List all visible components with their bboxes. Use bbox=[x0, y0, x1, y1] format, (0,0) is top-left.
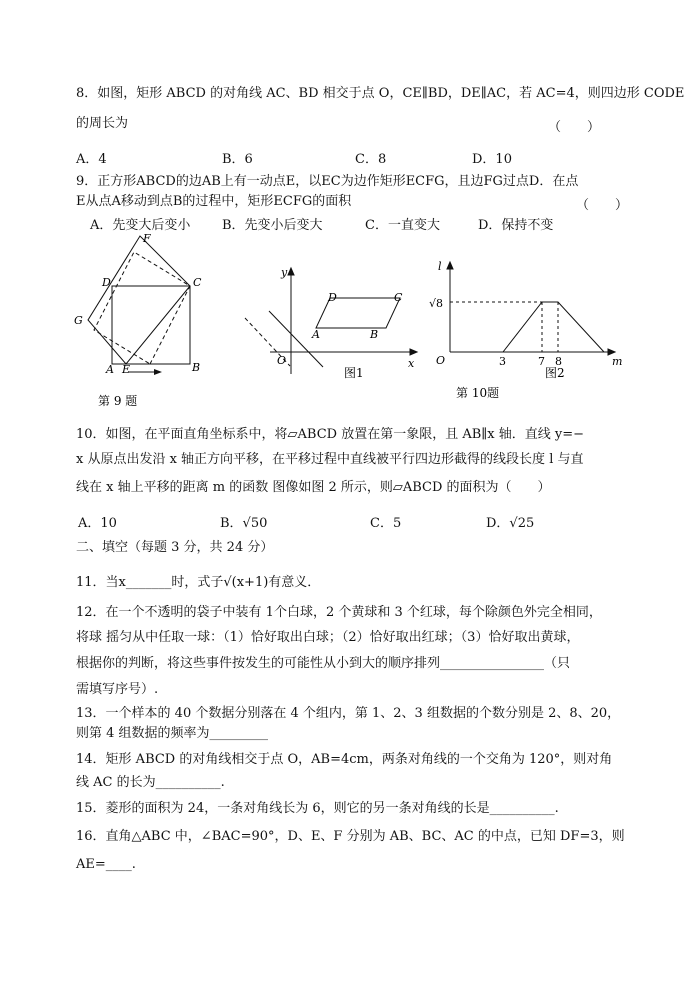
q14-line2: 线 AC 的长为__________. bbox=[76, 775, 225, 790]
graph2-caption: 图2 bbox=[545, 366, 565, 380]
graph2-tick-7: 7 bbox=[538, 355, 545, 368]
graph2-tick-8: 8 bbox=[555, 355, 562, 368]
q8-option-d: D．10 bbox=[472, 152, 512, 167]
graph2-label-o: O bbox=[436, 354, 446, 367]
q8-line2: 的周长为 bbox=[76, 116, 129, 131]
q12-line2: 将球 摇匀从中任取一球：（1）恰好取出白球；（2）恰好取出红球；（3）恰好取出黄球， bbox=[76, 630, 580, 645]
graph2-label-m: m bbox=[612, 355, 623, 368]
graph1-label-a: A bbox=[312, 328, 320, 341]
label-d: D bbox=[102, 276, 111, 289]
q8-answer-paren: （ ） bbox=[548, 120, 601, 135]
q8-option-c: C．8 bbox=[355, 152, 387, 167]
label-e: E bbox=[122, 363, 131, 376]
l-axis-arrow bbox=[447, 262, 453, 269]
graph2-label-sqrt8: √8 bbox=[429, 297, 444, 310]
q9-line2: E从点A移动到点B的过程中，矩形ECFG的面积 bbox=[76, 194, 352, 209]
section-2-heading: 二、填空（每题 3 分，共 24 分） bbox=[76, 540, 274, 555]
q8-line1: 8．如图，矩形 ABCD 的对角线 AC、BD 相交于点 O，CE∥BD，DE∥AC，若 AC=4，则四边形 CODE bbox=[76, 86, 685, 101]
label-a: A bbox=[106, 363, 114, 376]
q10-option-b: B．√50 bbox=[220, 516, 268, 531]
q15: 15．菱形的面积为 24，一条对角线长为 6，则它的另一条对角线的长是__________. bbox=[76, 801, 559, 816]
q13-line2: 则第 4 组数据的频率为_________ bbox=[76, 726, 269, 741]
label-g: G bbox=[74, 314, 83, 327]
q12-line4: 需填写序号）. bbox=[76, 682, 159, 697]
q9-option-d: D．保持不变 bbox=[478, 218, 554, 233]
graph1-label-y: y bbox=[281, 266, 288, 279]
q10-line2: x 从原点出发沿 x 轴正方向平移，在平移过程中直线被平行四边形截得的线段长度 l 与直 bbox=[76, 452, 584, 467]
graph1-label-c: C bbox=[394, 291, 403, 304]
graph1-label-o: O bbox=[277, 354, 287, 367]
q12-line3: 根据你的判断，将这些事件按发生的可能性从小到大的顺序排列________________（只 bbox=[76, 656, 571, 671]
q10-option-c: C．5 bbox=[370, 516, 402, 531]
q13-line1: 13．一个样本的 40 个数据分别落在 4 个组内，第 1、2、3 组数据的个数分别是 2、8、20， bbox=[76, 706, 621, 721]
q12-line1: 12．在一个不透明的袋子中装有 1个白球，2 个黄球和 3 个红球，每个除颜色外完全相同， bbox=[76, 605, 602, 620]
figure-9-caption: 第 9 题 bbox=[98, 394, 138, 408]
graph1-caption: 图1 bbox=[344, 366, 364, 380]
q8-option-b: B．6 bbox=[222, 152, 253, 167]
label-f: F bbox=[143, 232, 151, 245]
label-b: B bbox=[192, 361, 201, 374]
q9-option-a: A．先变大后变小 bbox=[90, 218, 191, 233]
q14-line1: 14．矩形 ABCD 的对角线相交于点 O，AB=4cm，两条对角线的一个交角为 120°，则对角 bbox=[76, 752, 613, 767]
graph1-label-x: x bbox=[408, 357, 415, 370]
q9-option-c: C．一直变大 bbox=[365, 218, 440, 233]
graph1-label-d: D bbox=[328, 291, 337, 304]
q9-option-b: B．先变小后变大 bbox=[222, 218, 323, 233]
figure-10-caption: 第 10题 bbox=[456, 386, 500, 400]
graph2-label-l: l bbox=[438, 260, 442, 273]
q8-option-a: A．4 bbox=[76, 152, 107, 167]
graph2-tick-3: 3 bbox=[499, 355, 506, 368]
q11: 11．当x_______时，式子√(x+1)有意义． bbox=[76, 575, 321, 590]
q16-line2: AE=____. bbox=[76, 857, 136, 872]
q9-answer-paren: （ ） bbox=[576, 198, 629, 213]
label-c: C bbox=[193, 276, 202, 289]
q10-line1: 10．如图，在平面直角坐标系中，将▱ABCD 放置在第一象限，且 AB∥x 轴．直线 y=− bbox=[76, 427, 585, 442]
l-graph bbox=[503, 302, 604, 352]
q10-option-a: A．10 bbox=[78, 516, 117, 531]
q10-line3: 线在 x 轴上平移的距离 m 的函数 图像如图 2 所示，则▱ABCD 的面积为（ ） bbox=[76, 480, 551, 495]
graph1-label-b: B bbox=[370, 328, 379, 341]
q16-line1: 16．直角△ABC 中，∠BAC=90°，D、E、F 分别为 AB、BC、AC 的中点，已知 DF=3，则 bbox=[76, 829, 625, 844]
q9-line1: 9．正方形ABCD的边AB上有一动点E，以EC为边作矩形ECFG，且边FG过点D．在点 bbox=[76, 174, 579, 189]
q10-option-d: D．√25 bbox=[486, 516, 535, 531]
